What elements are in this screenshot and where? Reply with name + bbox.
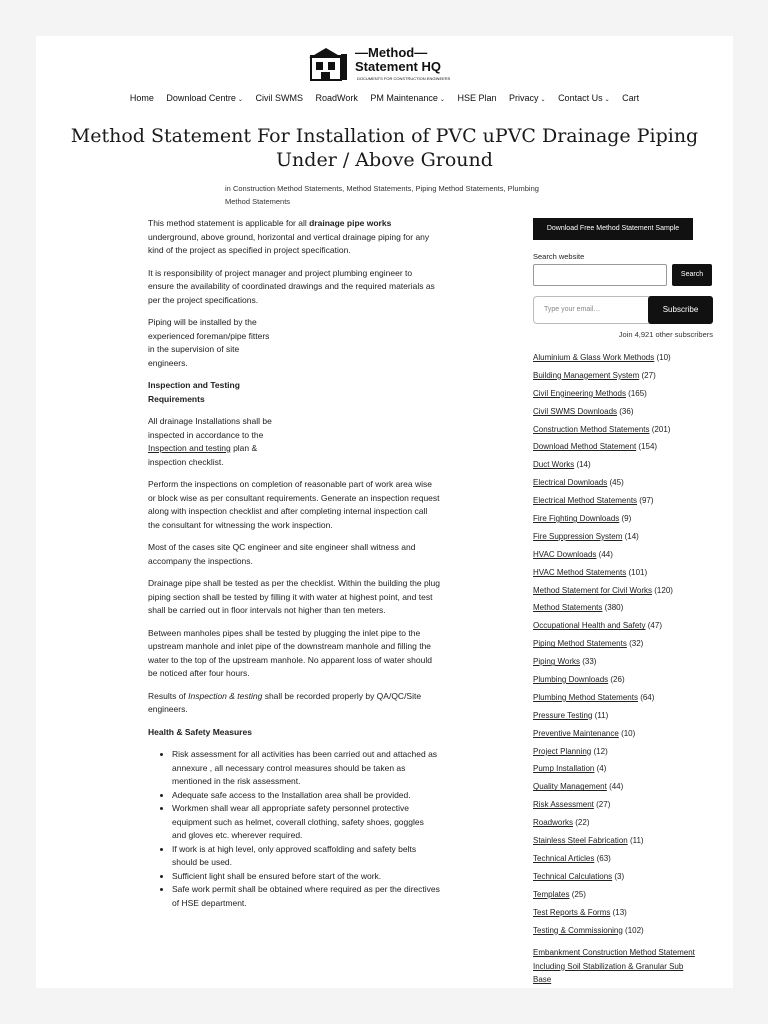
paragraph: Drainage pipe shall be tested as per the checklist. Within the building the plug piping section shall be tested by filling it with water at highest point, and test shall be carried out in floor intervals not higher than ten meters.	[148, 578, 441, 615]
category-link[interactable]: Quality Management	[533, 782, 607, 792]
list-item: • Adequate safe access to the Installation area shall be provided.	[172, 789, 440, 803]
category-item	[533, 637, 713, 655]
page-title: Method Statement For Installation of PVC uPVC Drainage Piping Under / Above Ground	[70, 125, 699, 171]
category-item	[533, 369, 713, 387]
category-link[interactable]: Roadworks	[533, 818, 574, 828]
recent-post-link[interactable]: Embankment Construction Method Statement Including Soil Stabilization & Granular Sub Base	[533, 948, 695, 985]
category-link[interactable]: Piping Works	[533, 657, 580, 667]
category-item	[533, 387, 713, 405]
search-label: Search website	[533, 252, 585, 261]
nav-download-centre[interactable]	[166, 93, 243, 103]
category-item	[533, 888, 713, 906]
category-item	[533, 780, 713, 798]
text: plan & inspection checklist.	[148, 443, 258, 467]
category-link[interactable]: Electrical Method Statements	[533, 496, 638, 506]
list-item: • Sufficient light shall be ensured before start of the work.	[172, 870, 440, 884]
category-count: (36)	[619, 406, 634, 416]
list-item: • Workmen shall wear all appropriate safety personnel protective equipment such as helmet, coverall clothing, safety shoes, goggles and gloves etc. wherever required.	[172, 802, 440, 843]
paragraph: Between manholes pipes shall be tested by plugging the inlet pipe to the upstream manhole and inlet pipe of the downstream manhole and filling the water to the top of the upstream manhole. No apparent loss of water should be noticed after four hours.	[148, 627, 432, 678]
subscribe-form	[533, 296, 713, 324]
category-count: (25)	[571, 889, 586, 899]
page-container	[36, 36, 733, 988]
paragraph: Piping will be installed by the experienced foreman/pipe fitters in the supervision of site engineers.	[148, 317, 270, 368]
category-count: (14)	[576, 460, 591, 470]
paragraph: Most of the cases site QC engineer and site engineer shall witness and accompany the inspections.	[148, 542, 416, 566]
category-count: (26)	[610, 675, 625, 685]
category-item	[533, 351, 713, 369]
category-link[interactable]: Fire Suppression System	[533, 531, 623, 541]
search-button[interactable]: Search	[672, 264, 712, 286]
category-link[interactable]: Templates	[533, 889, 570, 899]
logo-line-1: —Method—	[355, 45, 428, 60]
category-count: (120)	[654, 585, 673, 595]
category-item	[533, 798, 713, 816]
category-count: (97)	[639, 496, 654, 506]
category-item	[533, 691, 713, 709]
chevron-down-icon: ⌄	[237, 97, 243, 103]
nav-roadwork[interactable]: RoadWork	[315, 93, 358, 103]
section-heading: Inspection and Testing Requirements	[148, 380, 240, 404]
category-count: (201)	[651, 424, 671, 434]
category-item	[533, 816, 713, 834]
category-link[interactable]: Pressure Testing	[533, 710, 593, 720]
nav-label: PM Maintenance	[370, 93, 438, 103]
search-input[interactable]	[533, 264, 667, 286]
category-link[interactable]: HVAC Method Statements	[533, 567, 627, 577]
category-link[interactable]: Occupational Health and Safety	[533, 621, 646, 631]
category-item	[533, 566, 713, 584]
category-item	[533, 494, 713, 512]
category-item	[533, 405, 713, 423]
list-item: • Safe work permit shall be obtained where required as per the directives of HSE department.	[172, 883, 440, 910]
chevron-down-icon: ⌄	[439, 97, 445, 103]
category-link[interactable]: Construction Method Statements	[533, 424, 650, 434]
paragraph	[148, 690, 440, 717]
category-item	[533, 673, 713, 691]
category-link[interactable]: HVAC Downloads	[533, 549, 597, 559]
nav-cart[interactable]: Cart	[622, 93, 640, 103]
category-count: (10)	[621, 728, 636, 738]
chevron-down-icon: ⌄	[604, 97, 610, 103]
category-count: (101)	[628, 567, 648, 577]
category-count: (13)	[612, 907, 627, 917]
category-link[interactable]: Fire Fighting Downloads	[533, 514, 620, 524]
category-count: (4)	[596, 764, 607, 774]
category-link[interactable]: Method Statement for Civil Works	[533, 585, 653, 595]
category-link[interactable]: Civil SWMS Downloads	[533, 406, 618, 416]
category-item	[533, 423, 713, 441]
search-form	[533, 264, 713, 286]
category-item	[533, 745, 713, 763]
category-link[interactable]: Testing & Commissioning	[533, 925, 623, 935]
category-item	[533, 852, 713, 870]
category-count: (33)	[582, 657, 597, 667]
list-item: • If work is at high level, only approved scaffolding and safety belts should be used.	[172, 843, 440, 870]
category-count: (380)	[604, 603, 624, 613]
category-link[interactable]: Stainless Steel Fabrication	[533, 836, 628, 846]
category-count: (64)	[640, 692, 655, 702]
section-heading: Health & Safety Measures	[148, 726, 252, 737]
category-item	[533, 655, 713, 673]
category-item	[533, 619, 713, 637]
category-link[interactable]: Building Management System	[533, 370, 640, 380]
italic-text: Inspection & testing	[188, 690, 263, 701]
category-link[interactable]: Risk Assessment	[533, 800, 594, 810]
category-links[interactable]: Construction Method Statements, Method Statements, Piping Method Statements, Plumbing Method Statements	[225, 184, 539, 206]
category-count: (165)	[628, 388, 647, 398]
category-link[interactable]: Pump Installation	[533, 764, 595, 774]
download-sample-button[interactable]: Download Free Method Statement Sample	[533, 218, 693, 240]
category-count: (45)	[609, 478, 624, 488]
category-item	[533, 601, 713, 619]
chevron-down-icon: ⌄	[540, 97, 546, 103]
nav-label: Contact Us	[558, 93, 603, 103]
category-link[interactable]: Electrical Downloads	[533, 478, 608, 488]
category-count: (12)	[593, 746, 608, 756]
category-item	[533, 870, 713, 888]
category-count: (32)	[629, 639, 644, 649]
building-logo-icon	[307, 46, 351, 82]
text: This method statement is applicable for all	[148, 218, 310, 228]
category-count: (154)	[638, 442, 658, 452]
category-link[interactable]: Piping Method Statements	[533, 639, 627, 649]
nav-home[interactable]: Home	[129, 93, 154, 103]
category-item	[533, 440, 713, 458]
category-count: (22)	[575, 818, 590, 828]
category-count: (102)	[625, 925, 644, 935]
post-categories	[225, 182, 555, 208]
inspection-testing-link[interactable]: Inspection and testing	[148, 443, 231, 453]
category-count: (9)	[621, 514, 632, 524]
category-count: (11)	[594, 710, 609, 720]
subscribe-button[interactable]: Subscribe	[648, 296, 713, 324]
category-link[interactable]: Preventive Maintenance	[533, 728, 619, 738]
category-item	[533, 530, 713, 548]
site-logo[interactable]	[307, 43, 449, 85]
category-link[interactable]: Aluminium & Glass Work Methods	[533, 353, 655, 362]
category-count: (3)	[614, 871, 625, 881]
category-item	[533, 834, 713, 852]
category-item	[533, 548, 713, 566]
text: Results of	[148, 690, 189, 701]
text: All drainage Installations shall be inspected in accordance to the	[148, 416, 272, 440]
category-count: (11)	[629, 836, 644, 846]
category-item	[533, 709, 713, 727]
bold-text: drainage pipe works	[309, 218, 392, 228]
category-count: (44)	[598, 549, 613, 559]
category-count: (63)	[596, 853, 611, 863]
paragraph: Perform the inspections on completion of reasonable part of work area wise or block wise as per consultant requirements. Generate an inspection request along with inspection checklist and after completing internal inspection call the consultant for witnessing the work inspection.	[148, 479, 440, 530]
nav-privacy[interactable]	[509, 93, 546, 103]
category-link[interactable]: Project Planning	[533, 746, 592, 756]
intro-paragraph	[148, 217, 440, 258]
logo-tagline: DOCUMENTS FOR CONSTRUCTION ENGINEERS	[357, 76, 451, 81]
category-list	[533, 351, 713, 941]
category-item	[533, 584, 713, 602]
category-count: (27)	[596, 800, 611, 810]
nav-label: Privacy	[509, 93, 539, 103]
safety-list	[148, 748, 440, 910]
nav-label: Download Centre	[166, 93, 236, 103]
paragraph	[148, 415, 272, 469]
category-item	[533, 476, 713, 494]
category-count: (47)	[647, 621, 662, 631]
nav-pm-maintenance[interactable]	[370, 93, 445, 103]
nav-contact-us[interactable]	[558, 93, 610, 103]
category-link[interactable]: Plumbing Downloads	[533, 675, 609, 685]
text: underground, above ground, horizontal and vertical drainage piping for any kind of the project as specified in project specification.	[148, 231, 430, 255]
category-link[interactable]: Technical Articles	[533, 853, 595, 863]
sidebar	[533, 218, 713, 987]
category-item	[533, 458, 713, 476]
category-link[interactable]: Method Statements	[533, 603, 603, 613]
nav-civil-swms[interactable]: Civil SWMS	[255, 93, 303, 103]
category-link[interactable]: Civil Engineering Methods	[533, 388, 626, 398]
category-item	[533, 762, 713, 780]
category-link[interactable]: Download Method Statement	[533, 442, 637, 452]
category-item	[533, 924, 713, 942]
category-count: (14)	[624, 531, 639, 541]
nav-hse-plan[interactable]: HSE Plan	[457, 93, 497, 103]
paragraph: It is responsibility of project manager and project plumbing engineer to ensure the availability of coordinated drawings and the required materials as per the project specifications.	[148, 267, 435, 305]
email-field[interactable]: Type your email…	[533, 296, 653, 324]
list-item: • Risk assessment for all activities has been carried out and attached as annexure , all necessary control measures should be taken as mentioned in the risk assessment.	[172, 748, 440, 789]
article-body	[148, 217, 440, 910]
subscriber-count: Join 4,921 other subscribers	[618, 330, 713, 339]
main-nav	[36, 93, 733, 103]
category-link[interactable]: Plumbing Method Statements	[533, 692, 638, 702]
category-link[interactable]: Test Reports & Forms	[533, 907, 611, 917]
text: shall be recorded properly by QA/QC/Site engineers.	[148, 690, 422, 714]
category-item	[533, 512, 713, 530]
category-link[interactable]: Duct Works	[533, 460, 575, 470]
category-item	[533, 906, 713, 924]
category-count: (27)	[641, 370, 656, 380]
logo-line-2: Statement HQ	[355, 59, 441, 74]
category-count: (10)	[656, 353, 671, 362]
categories-prefix: in	[225, 184, 231, 193]
category-item	[533, 727, 713, 745]
category-link[interactable]: Technical Calculations	[533, 871, 613, 881]
category-count: (44)	[609, 782, 624, 792]
